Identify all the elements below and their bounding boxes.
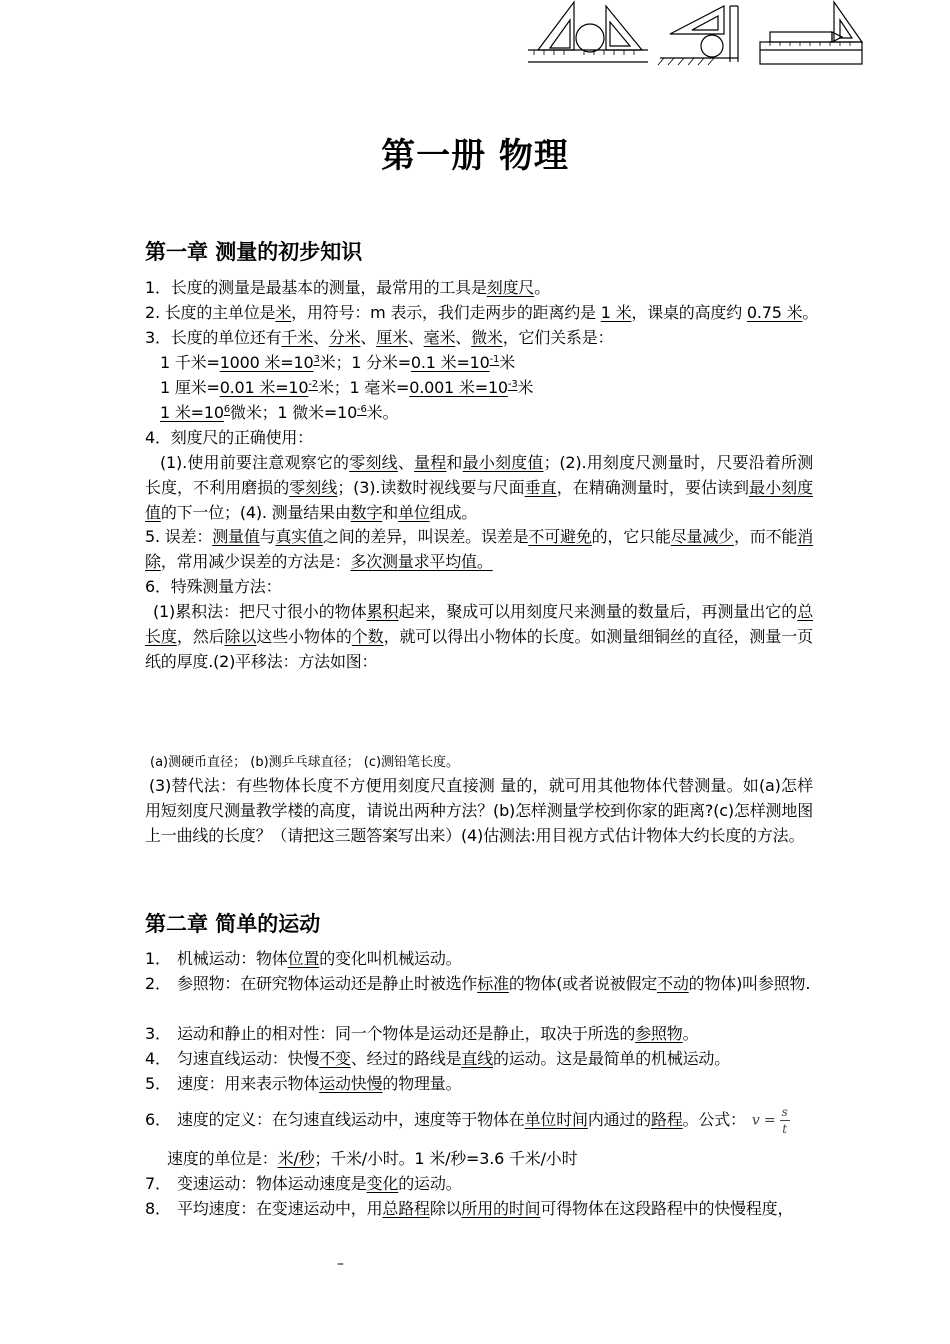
figure-caption: (a)测硬币直径； (b)测乒乓球直径； (c)测铅笔长度。 [150, 755, 460, 770]
chapter2-title: 第二章 简单的运动 [145, 912, 321, 936]
ch1-item-5: 5. 误差：测量值与真实值之间的差异，叫误差。误差是不可避免的，它只能尽量减少，而不能消除，常用减少误差的方法是：多次测量求平均值。 [145, 527, 814, 571]
ch2-item-5: 5． 速度：用来表示物体运动快慢的物理量。 [145, 1074, 462, 1093]
ch1-item-6-substitution: (3)替代法：有些物体长度不方便用刻度尺直接测 量的，就可用其他物体代替测量。如(a)怎样用短刻度尺测量教学楼的高度，请说出两种方法？(b)怎样测量学校到你家的距离?(c)怎样测地图上一曲线的长度？（请把这三题答案写出来）(4)估测法:用目视方式估计物体大约长度的方法。 [145, 776, 813, 845]
header-ruler-illustration [524, 0, 868, 70]
ch1-unit-relation-1: 1 千米=1000 米$=10^3$米；1 分米=0.1 米$=10^{-1}$米 [160, 353, 516, 372]
page-number: – [337, 1256, 344, 1272]
ch1-unit-relation-3: 1 米$=10^6$微米；1 微米$=10^{-6}$米。 [160, 403, 399, 422]
ch2-item-6: 6． 速度的定义：在匀速直线运动中，速度等于物体在单位时间内通过的路程。公式： v = $\frac{s}{t}$ [145, 1105, 788, 1136]
ch1-item-6-detail: (1)累积法：把尺寸很小的物体累积起来，聚成可以用刻度尺来测量的数量后，再测量出它的总长度，然后除以这些小物体的个数，就可以得出小物体的长度。如测量细铜丝的直径，测量一页纸的厚度.(2)平移法：方法如图： [145, 602, 813, 671]
ch1-item-6: 6．特殊测量方法： [145, 577, 282, 596]
ch2-item-4: 4． 匀速直线运动：快慢不变、经过的路线是直线的运动。这是最简单的机械运动。 [145, 1049, 731, 1068]
ch2-speed-units: 速度的单位是：米/秒；千米/小时。1 米/秒=3.6 千米/小时 [167, 1149, 578, 1168]
ch1-item-1: 1．长度的测量是最基本的测量，最常用的工具是刻度尺。 [145, 278, 550, 297]
ch2-item-2: 2． 参照物：在研究物体运动还是静止时被选作标准的物体(或者说被假定不动的物体)叫参照物. [145, 974, 811, 993]
speed-formula: v = $\frac{s}{t}$ [751, 1105, 788, 1136]
ch2-item-1: 1． 机械运动：物体位置的变化叫机械运动。 [145, 949, 462, 968]
ch1-item-4: 4．刻度尺的正确使用： [145, 428, 313, 447]
ch2-item-7: 7． 变速运动：物体运动速度是变化的运动。 [145, 1174, 462, 1193]
ch1-item-3: 3．长度的单位还有千米、分米、厘米、毫米、微米，它们关系是： [145, 328, 614, 347]
ch1-item-2: 2. 长度的主单位是米，用符号：m 表示，我们走两步的距离约是 1 米，课桌的高度约 0.75 米。 [145, 303, 819, 322]
ch2-item-8: 8． 平均速度：在变速运动中，用总路程除以所用的时间可得物体在这段路程中的快慢程度， [145, 1199, 794, 1218]
ch1-item-4-detail: (1).使用前要注意观察它的零刻线、量程和最小刻度值；(2).用刻度尺测量时，尺要沿着所测长度，不利用磨损的零刻线；(3).读数时视线要与尺面垂直，在精确测量时，要估读到最小刻度值的下一位；(4). 测量结果由数字和单位组成。 [145, 453, 813, 522]
document-title: 第一册 物理 [381, 136, 569, 176]
ch1-unit-relation-2: 1 厘米=0.01 米$=10^{-2}$米；1 毫米=0.001 米$=10^{-3}$米 [160, 378, 534, 397]
chapter1-title: 第一章 测量的初步知识 [145, 240, 363, 264]
ch2-item-3: 3． 运动和静止的相对性：同一个物体是运动还是静止，取决于所选的参照物。 [145, 1024, 699, 1043]
